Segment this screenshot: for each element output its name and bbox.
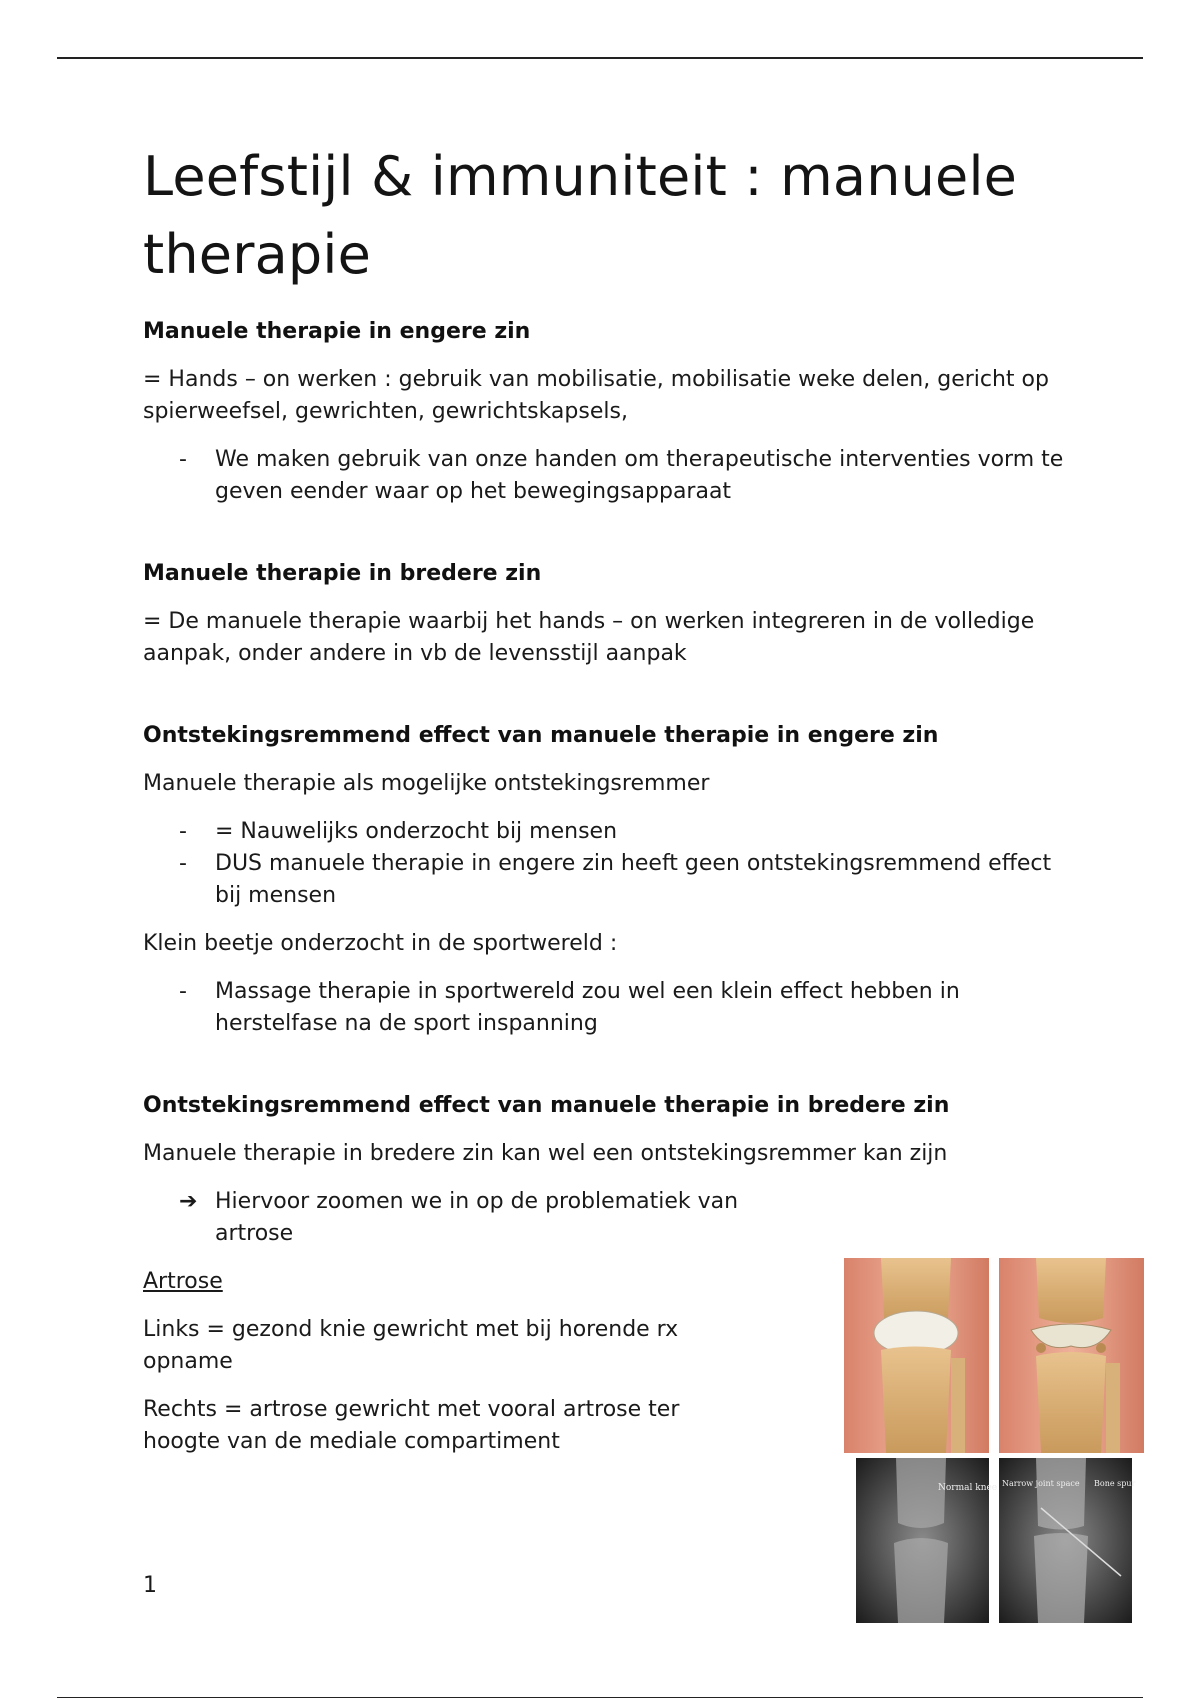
left-description: Links = gezond knie gewricht met bij horende rx opname: [143, 1317, 679, 1374]
healthy-knee-illustration: [844, 1258, 989, 1453]
bone-spur-shape: [1036, 1343, 1046, 1353]
tibia-shape: [1036, 1352, 1106, 1453]
arrow-icon: ➔: [179, 1189, 198, 1214]
list-item-text: DUS manuele therapie in engere zin heeft geen ontstekingsremmend effect bij mensen: [215, 851, 1052, 908]
femur-shape: [1036, 1258, 1106, 1323]
section-paragraph: Klein beetje onderzocht in de sportwereld :: [143, 931, 618, 956]
list-item-text: Massage therapie in sportwereld zou wel een klein effect hebben in herstelfase na de sport inspanning: [215, 979, 960, 1036]
list-item: [179, 816, 1073, 848]
fibula-shape: [1106, 1363, 1120, 1453]
bullet-dash: -: [179, 979, 187, 1004]
bone-spur-shape: [1096, 1343, 1106, 1353]
bullet-list: [179, 816, 1073, 912]
xray-femur: [1036, 1458, 1086, 1530]
xray-label-normal: Normal knee: [938, 1483, 998, 1493]
xray-label-narrow: Narrow joint space: [1002, 1479, 1080, 1488]
section-paragraph: Manuele therapie als mogelijke ontstekingsremmer: [143, 771, 710, 796]
bottom-rule: [57, 1697, 1143, 1698]
bullet-list: [179, 444, 1073, 508]
list-item: [179, 848, 1073, 912]
document-title: Leefstijl & immuniteit : manuele therapie: [143, 145, 1018, 286]
arthritic-xray: [999, 1458, 1136, 1623]
tibia-shape: [881, 1347, 951, 1454]
bullet-list: [179, 976, 1073, 1040]
section-heading-engere-zin: Manuele therapie in engere zin: [143, 319, 531, 344]
arrow-list: [179, 1186, 779, 1250]
list-item-text: Hiervoor zoomen we in op de problematiek van artrose: [215, 1189, 739, 1246]
section-heading-ontsteking-bredere: Ontstekingsremmend effect van manuele therapie in bredere zin: [143, 1093, 950, 1118]
section-paragraph: Manuele therapie in bredere zin kan wel een ontstekingsremmer kan zijn: [143, 1141, 948, 1166]
list-item: [179, 1186, 779, 1250]
arthritic-knee-illustration: [999, 1258, 1144, 1453]
list-item-text: We maken gebruik van onze handen om therapeutische interventies vorm te geven eender waar op het bewegingsapparaat: [215, 447, 1064, 504]
xray-femur: [896, 1458, 946, 1528]
artrose-subheading: Artrose: [143, 1269, 223, 1294]
section-heading-ontsteking-engere: Ontstekingsremmend effect van manuele therapie in engere zin: [143, 723, 939, 748]
xray-tibia: [1034, 1533, 1088, 1623]
bullet-dash: -: [179, 447, 187, 472]
xray-tibia: [894, 1538, 948, 1623]
list-item: [179, 444, 1073, 508]
fibula-shape: [951, 1358, 965, 1453]
page-number: 1: [143, 1573, 157, 1598]
section-heading-bredere-zin: Manuele therapie in bredere zin: [143, 561, 542, 586]
healthy-xray: [856, 1458, 997, 1623]
knee-illustration-figure: [836, 1258, 1150, 1628]
list-item-text: = Nauwelijks onderzocht bij mensen: [215, 819, 618, 844]
section-paragraph: = De manuele therapie waarbij het hands – on werken integreren in de volledige aanpak, onder andere in vb de levensstijl aanpak: [143, 609, 1035, 666]
xray-label-spur: Bone spur: [1094, 1479, 1136, 1488]
bullet-dash: -: [179, 851, 187, 876]
list-item: [179, 976, 1073, 1040]
right-description: Rechts = artrose gewricht met vooral artrose ter hoogte van de mediale compartiment: [143, 1397, 680, 1454]
bullet-dash: -: [179, 819, 187, 844]
top-rule: [57, 57, 1143, 59]
section-paragraph: = Hands – on werken : gebruik van mobilisatie, mobilisatie weke delen, gericht op spierweefsel, gewrichten, gewrichtskapsels,: [143, 367, 1049, 424]
